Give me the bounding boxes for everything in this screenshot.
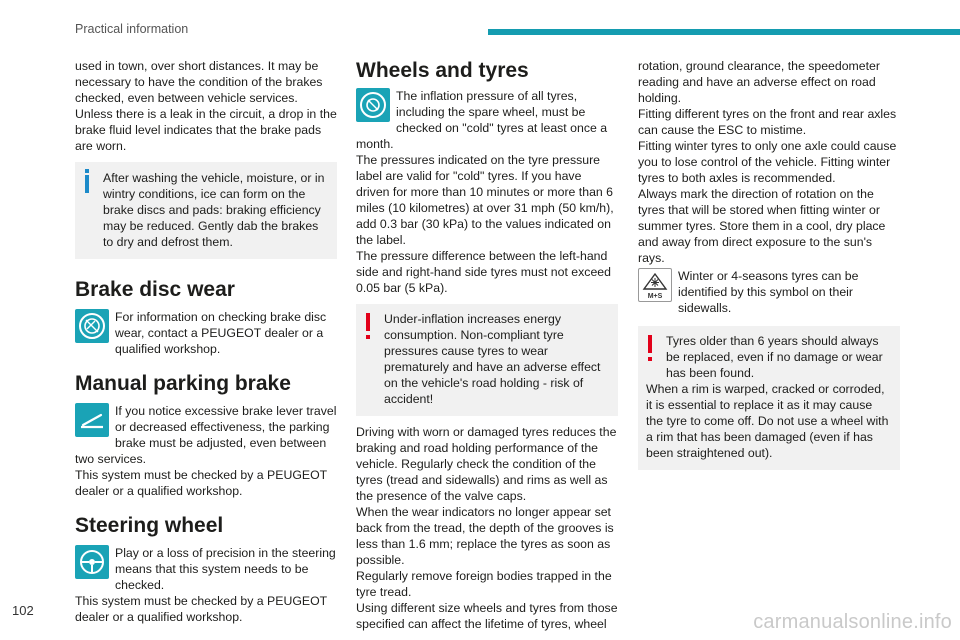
esc-text: Fitting different tyres on the front and rear axles can cause the ESC to mistime.	[638, 107, 897, 137]
parking-brake-heading: Manual parking brake	[75, 372, 291, 395]
steering-wheel-text: Play or a loss of precision in the steering means that this system needs to be checked.	[115, 546, 336, 592]
warning-icon	[648, 335, 652, 353]
steering-wheel-section	[75, 545, 337, 625]
column-1	[75, 58, 337, 625]
warning-box-tyre-age	[638, 326, 900, 470]
winter-symbol-text: Winter or 4-seasons tyres can be identified by this symbol on their sidewalls.	[678, 269, 859, 315]
brake-disc-section	[75, 309, 337, 357]
info-note-box	[75, 162, 337, 259]
brake-disc-icon	[75, 309, 109, 343]
warning-age-text: Tyres older than 6 years should always be replaced, even if no damage or wear has been found.	[666, 334, 883, 380]
warning-inflation-text: Under-inflation increases energy consumption. Non-compliant tyre pressures cause tyres to wear prematurely and have an adverse effect on the vehicle's road holding - risk of accident!	[384, 312, 601, 406]
parking-brake-section	[75, 403, 337, 499]
snowflake-mountain-icon	[638, 268, 672, 302]
tyre-sizes-text: Using different size wheels and tyres from those specified can affect the lifetime of tyres, wheel	[356, 601, 618, 631]
info-note-text: After washing the vehicle, moisture, or in wintry conditions, ice can form on the brake discs and pads: braking efficiency may be reduced. Gently dab the brakes to dry and defrost them.	[103, 171, 325, 249]
brake-disc-heading: Brake disc wear	[75, 278, 235, 301]
tyre-pressures-text: The pressures indicated on the tyre pressure label are valid for "cold" tyres. If you have driven for more than 10 minutes or more than 6 miles (10 kilometres) at over 31 mph (50 km/h), add 0.3 bar (30 kPa) to the values indicated on the label.	[356, 153, 614, 247]
tyre-continued-text: rotation, ground clearance, the speedometer reading and have an adverse effect on road holding.	[638, 59, 880, 105]
header-accent-bar	[488, 29, 960, 35]
steering-wheel-text-2: This system must be checked by a PEUGEOT dealer or a qualified workshop.	[75, 594, 327, 624]
brake-disc-text: For information on checking brake disc wear, contact a PEUGEOT dealer or a qualified workshop.	[115, 310, 327, 356]
page-section-title: Practical information	[75, 22, 189, 36]
steering-wheel-icon	[75, 545, 109, 579]
column-2	[356, 58, 618, 632]
wheels-tyres-text: The inflation pressure of all tyres, including the spare wheel, must be checked on "cold" tyres at least once a month.	[356, 89, 608, 151]
tyre-icon	[356, 88, 390, 122]
worn-tyres-text: Driving with worn or damaged tyres reduces the braking and road holding performance of the vehicle. Regularly check the condition of the tyres (tread and sidewalls) and rims as well as the presence of the valve caps.	[356, 425, 617, 503]
wheels-tyres-section	[356, 88, 618, 152]
winter-axle-text: Fitting winter tyres to only one axle could cause you to lose control of the vehicle. Fitting winter tyres to both axles is recommended.	[638, 139, 897, 185]
info-icon	[85, 175, 89, 193]
warning-box-inflation	[356, 304, 618, 416]
warning-rim-text: When a rim is warped, cracked or corroded, it is essential to replace it as it may cause the tyre to come off. Do not use a wheel with a rim that has been damaged (even if has been straightened out).	[646, 382, 889, 460]
ms-symbol-label: M+S	[647, 293, 663, 300]
page-number: 102	[12, 603, 34, 618]
brake-intro-text: used in town, over short distances. It may be necessary to have the condition of the brakes checked, even between vehicle services.	[75, 59, 323, 105]
winter-symbol-section	[638, 268, 900, 316]
column-3	[638, 58, 900, 470]
foreign-bodies-text: Regularly remove foreign bodies trapped in the tyre tread.	[356, 569, 612, 599]
parking-brake-text: If you notice excessive brake lever travel or decreased effectiveness, the parking brake must be adjusted, even between two services.	[75, 404, 337, 466]
steering-wheel-heading: Steering wheel	[75, 514, 224, 537]
parking-brake-icon	[75, 403, 109, 437]
rotation-direction-text: Always mark the direction of rotation on the tyres that will be stored when fitting winter or summer tyres. Store them in a cool, dry place and away from direct exposure to the sun's rays.	[638, 187, 886, 265]
wear-indicators-text: When the wear indicators no longer appear set back from the tread, the depth of the grooves is less than 1.6 mm; replace the tyres as soon as possible.	[356, 505, 614, 567]
brake-leak-text: Unless there is a leak in the circuit, a drop in the brake fluid level indicates that the brake pads are worn.	[75, 107, 337, 153]
warning-icon	[366, 313, 370, 331]
parking-brake-text-2: This system must be checked by a PEUGEOT dealer or a qualified workshop.	[75, 468, 327, 498]
tyre-difference-text: The pressure difference between the left-hand side and right-hand side tyres must not exceed 0.05 bar (5 kPa).	[356, 249, 611, 295]
wheels-tyres-heading: Wheels and tyres	[356, 59, 529, 82]
watermark: carmanualsonline.info	[753, 611, 952, 633]
